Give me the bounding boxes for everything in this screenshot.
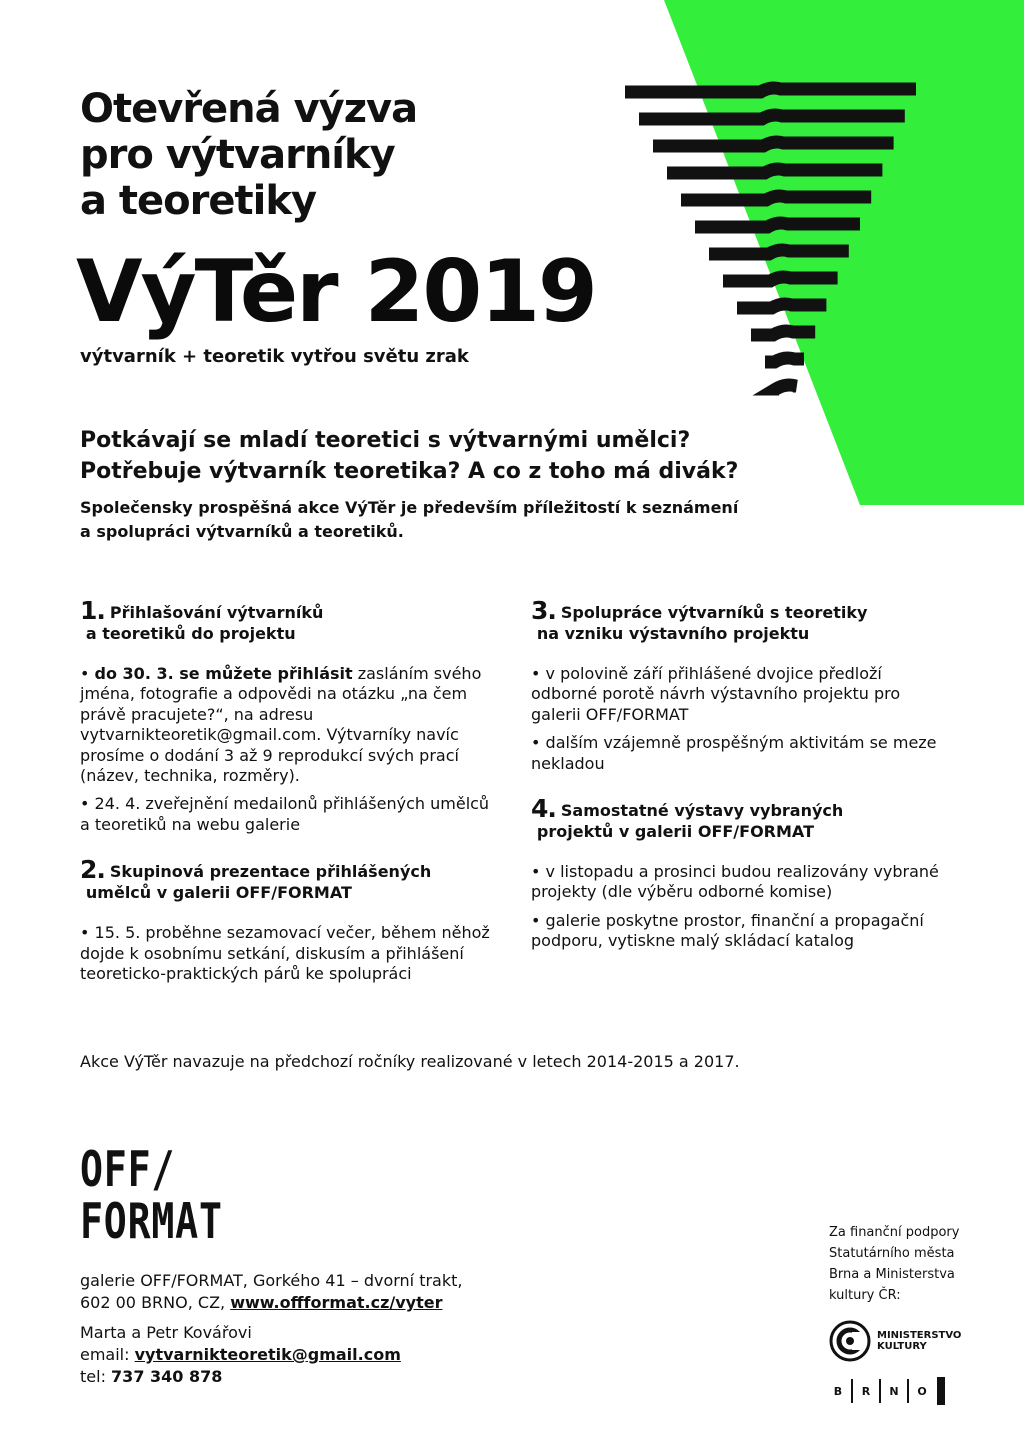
list-item: • 15. 5. proběhne sezamovací večer, během něhož dojde k osobnímu setkání, diskusím a přihlášení teoreticko-praktických párů ke spolupráci: [80, 923, 490, 984]
address-line: galerie OFF/FORMAT, Gorkého 41 – dvorní trakt,: [80, 1271, 463, 1290]
section-1: [80, 598, 500, 835]
ministry-logo: MINISTERSTVO KULTURY: [829, 1320, 961, 1362]
website-link[interactable]: www.offformat.cz/vyter: [230, 1293, 443, 1312]
section-number: 3.: [531, 596, 556, 625]
stripe: [625, 88, 916, 92]
list-item: • galerie poskytne prostor, finanční a propagační podporu, vytiskne malý skládací katalog: [531, 910, 924, 951]
page-title: VýTěr 2019: [76, 242, 596, 342]
list-item: • v listopadu a prosinci budou realizovány vybrané projekty (dle výběru odborné komise): [531, 862, 939, 902]
section-heading: 1. Přihlašování výtvarníků a teoretiků do projektu: [80, 596, 324, 643]
contact-block: [80, 1270, 600, 1388]
email-line: email: vytvarnikteoretik@gmail.com: [80, 1345, 401, 1364]
stripe: [639, 115, 905, 119]
section-number: 2.: [80, 855, 105, 885]
stripe: [653, 142, 894, 146]
section-3: [531, 598, 951, 774]
stripe: [667, 169, 882, 173]
list-item: • 24. 4. zveřejnění medailonů přihlášených umělců a teoretiků na webu galerie: [80, 794, 490, 834]
stripe: [751, 331, 815, 335]
section-number: 4.: [531, 794, 556, 824]
stripe: [723, 277, 838, 281]
stripe: [737, 304, 826, 308]
section-4: [531, 796, 951, 952]
headline: Otevřená výzva pro výtvarníky a teoretiky: [80, 86, 418, 224]
right-column: [531, 598, 951, 974]
intro-questions: Potkávají se mladí teoretici s výtvarnými umělci? Potřebuje výtvarník teoretika? A co z toho má divák?: [80, 428, 739, 484]
address-line: 602 00 BRNO, CZ, www.offformat.cz/vyter: [80, 1293, 443, 1312]
stripe: [765, 358, 804, 362]
left-column: [80, 598, 500, 1006]
ministry-of-culture-emblem-icon: [829, 1320, 871, 1362]
followup-note: Akce VýTěr navazuje na předchozí ročníky realizované v letech 2014-2015 a 2017.: [80, 1052, 740, 1071]
tagline: výtvarník + teoretik vytřou světu zrak: [80, 346, 469, 367]
intro-statement: Společensky prospěšná akce VýTěr je především příležitostí k seznámení a spolupráci výtvarníků a teoretiků.: [80, 498, 739, 541]
list-item: • do 30. 3. se můžete přihlásit zasláním svého jména, fotografie a odpovědi na otázku „na čem právě pracujete?“, na adresu vytvarnikteoretik@gmail.com. Výtvarníky navíc prosíme o dodání 3 až 9 reprodukcí svých prací (název, technika, rozměry).: [80, 664, 482, 786]
section-2: [80, 857, 500, 984]
section-heading: 4. Samostatné výstavy vybraných projektů v galerii OFF/FORMAT: [531, 794, 844, 842]
list-item: • v polovině září přihlášené dvojice předloží odborné porotě návrh výstavního projektu pro galerii OFF/FORMAT: [531, 664, 901, 724]
support-note: Za finanční podpory Statutárního města Brna a Ministerstva kultury ČR:: [829, 1225, 960, 1303]
contact-names: Marta a Petr Kovářovi: [80, 1323, 252, 1342]
list-item: • dalším vzájemně prospěšným aktivitám se meze nekladou: [531, 733, 937, 773]
off-format-logo: OFF/ FORMAT: [80, 1141, 223, 1250]
email-link[interactable]: vytvarnikteoretik@gmail.com: [134, 1345, 401, 1364]
section-heading: 2. Skupinová prezentace přihlášených umělců v galerii OFF/FORMAT: [80, 855, 432, 903]
section-heading: 3. Spolupráce výtvarníků s teoretiky na vzniku výstavního projektu: [531, 596, 868, 643]
section-number: 1.: [80, 596, 105, 625]
stripe: [776, 385, 796, 389]
tel-line: tel: 737 340 878: [80, 1367, 223, 1386]
stripe: [709, 250, 849, 254]
brno-logo: B R N O: [829, 1377, 945, 1405]
stripe: [681, 196, 871, 200]
stripe: [695, 223, 860, 227]
